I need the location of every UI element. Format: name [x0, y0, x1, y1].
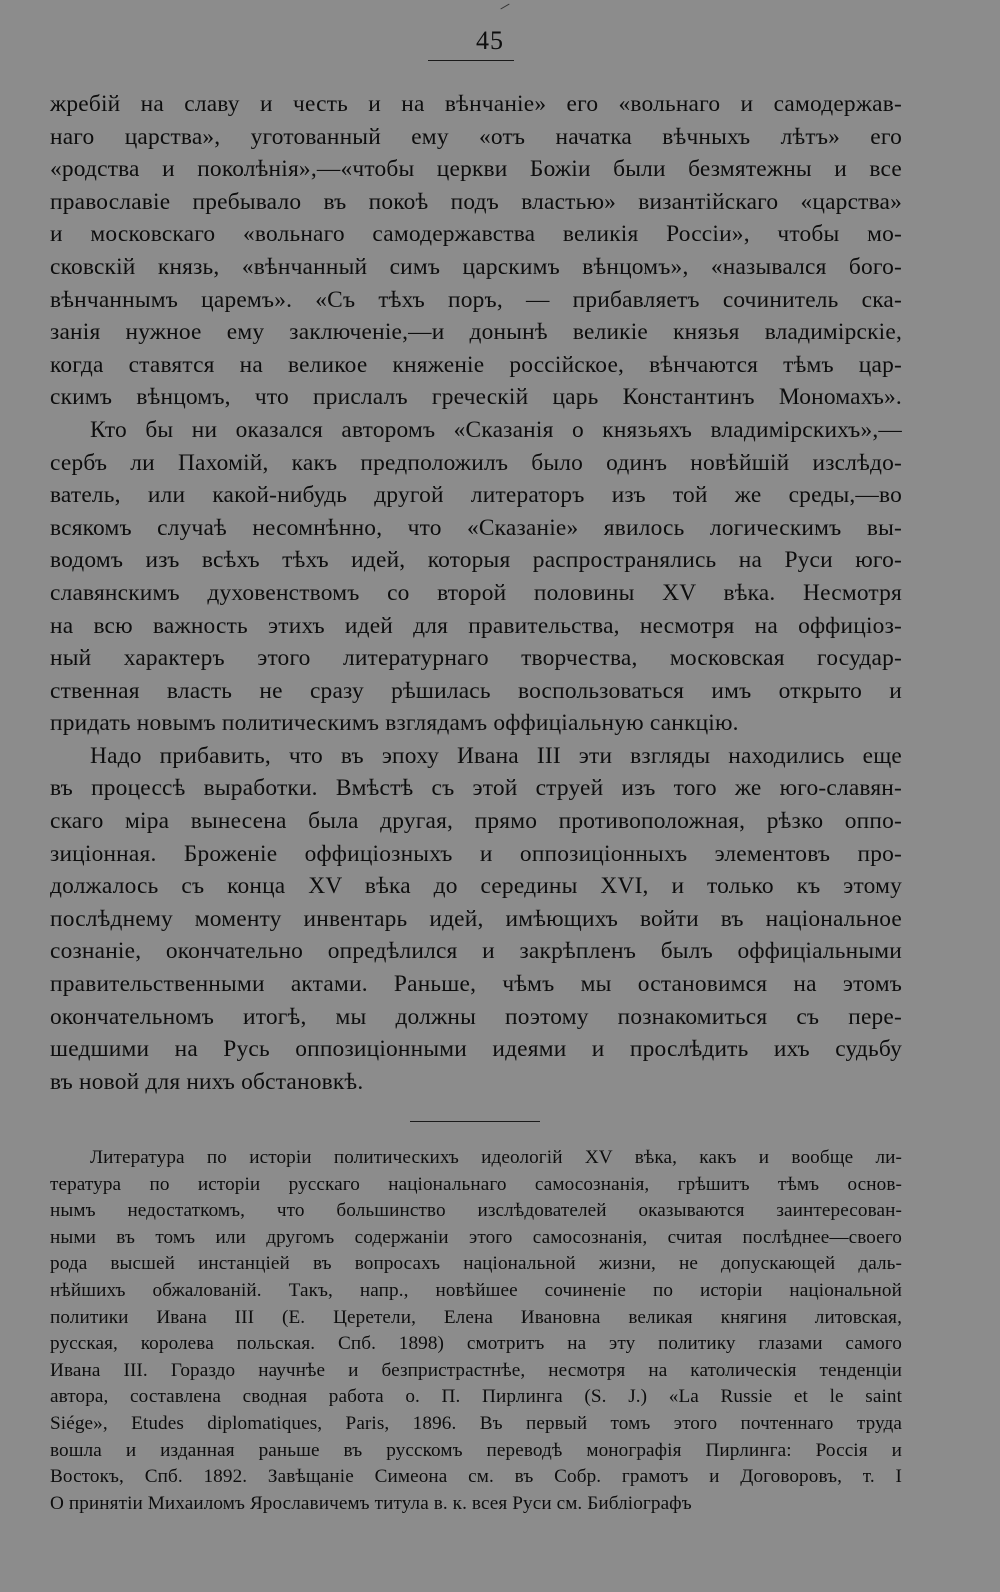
- footnote-line: вошла и изданная раньше въ русскомъ переводѣ монографія Пирлинга: Россія и: [50, 1439, 902, 1461]
- text-line: жребій на славу и честь и на вѣнчаніе» его «вольнаго и самодержав-: [50, 91, 902, 117]
- pencil-mark: [500, 4, 509, 10]
- body-text: [50, 88, 902, 1098]
- text-line: сковскій князь, «вѣнчанный симъ царскимъ вѣнцомъ», «назывался бого-: [50, 253, 902, 280]
- footnote-line: Siége», Etudes diplomatiques, Paris, 1896. Въ первый томъ этого почтеннаго труда: [50, 1412, 902, 1434]
- text-line: правительственными актами. Раньше, чѣмъ мы остановимся на этомъ: [50, 971, 902, 998]
- footnote: [50, 1145, 902, 1517]
- text-line: и московскаго «вольнаго самодержавства великія Россіи», чтобы мо-: [50, 221, 902, 248]
- footnote-line: нѣйшихъ обжалованій. Такъ, напр., новѣйшее сочиненіе по исторіи національной: [50, 1279, 902, 1301]
- text-line: должалось съ конца XV вѣка до середины XVI, и только къ этому: [50, 873, 902, 900]
- paragraph-2: [50, 414, 902, 740]
- footnote-line: О принятіи Михаиломъ Ярославичемъ титула в. к. всея Руси см. Библіографъ: [50, 1492, 692, 1514]
- footnote-line: Востокъ, Спб. 1892. Завѣщаніе Симеона см. въ Собр. грамотъ и Договоровъ, т. I: [50, 1466, 902, 1488]
- text-line: «родства и поколѣнія»,—«чтобы церкви Божіи были безмятежны и все: [50, 156, 902, 183]
- text-line: придать новымъ политическимъ взглядамъ оффиціальную санкцію.: [50, 710, 739, 737]
- text-line: на всю важность этихъ идей для правительства, несмотря на оффиціоз-: [50, 612, 902, 639]
- text-line: занія нужное ему заключеніе,—и донынѣ великіе князья владимірскіе,: [50, 319, 902, 346]
- text-line: шедшими на Русь оппозиціонными идеями и прослѣдить ихъ судьбу: [50, 1036, 902, 1063]
- footnote-line: тература по исторіи русскаго національнаго самосознанія, грѣшитъ тѣмъ основ-: [50, 1173, 902, 1195]
- text-line: вѣнчаннымъ царемъ». «Съ тѣхъ поръ, — прибавляетъ сочинитель ска-: [50, 286, 902, 313]
- text-line: сербъ ли Пахомій, какъ предположилъ было одинъ новѣйшій изслѣдо-: [50, 449, 902, 476]
- footnote-line: ными въ томъ или другомъ содержаніи этого самосознанія, считая послѣднее—своего: [50, 1226, 902, 1248]
- text-line: окончательномъ итогѣ, мы должны поэтому познакомиться съ пере-: [50, 1003, 902, 1030]
- footnote-line: нымъ недостаткомъ, что большинство изслѣдователей оказываются заинтересован-: [50, 1200, 902, 1222]
- footnote-line: автора, составлена сводная работа о. П. Пирлинга (S. J.) «La Russie et le saint: [50, 1386, 902, 1408]
- text-line: наго царства», уготованный ему «отъ начатка вѣчныхъ лѣтъ» его: [50, 123, 902, 150]
- text-line: въ процессѣ выработки. Вмѣстѣ съ этой струей изъ того же юго-славян-: [50, 775, 902, 802]
- text-line: Кто бы ни оказался авторомъ «Сказанія о князьяхъ владимірскихъ»,—: [90, 416, 902, 443]
- text-line: водомъ изъ всѣхъ тѣхъ идей, которыя распространялись на Руси юго-: [50, 547, 902, 574]
- text-line: ный характеръ этого литературнаго творчества, московская государ-: [50, 645, 902, 672]
- footnote-line: политики Ивана III (Е. Церетели, Елена Ивановна великая княгиня литовская,: [50, 1306, 902, 1328]
- footnote-line: Литература по исторіи политическихъ идеологій XV вѣка, какъ и вообще ли-: [90, 1147, 902, 1168]
- footnote-separator: [410, 1121, 540, 1122]
- text-line: ватель, или какой-нибудь другой литераторъ изъ той же среды,—во: [50, 482, 902, 509]
- footnote-line: русская, королева польская. Спб. 1898) смотритъ на эту политику глазами самого: [50, 1333, 902, 1355]
- paragraph-1: [50, 88, 902, 414]
- page-number: 45: [476, 26, 504, 55]
- text-line: всякомъ случаѣ несомнѣнно, что «Сказаніе» явилось логическимъ вы-: [50, 514, 902, 541]
- text-line: славянскимъ духовенствомъ со второй половины XV вѣка. Несмотря: [50, 579, 902, 606]
- text-line: православіе пребывало въ покоѣ подъ властью» византійскаго «царства»: [50, 188, 902, 215]
- text-line: сознаніе, окончательно опредѣлился и закрѣпленъ былъ оффиціальными: [50, 938, 902, 965]
- text-line: зиціонная. Броженіе оффиціозныхъ и оппозиціонныхъ элементовъ про-: [50, 840, 902, 867]
- text-line: скимъ вѣнцомъ, что прислалъ греческій царь Константинъ Мономахъ».: [50, 384, 902, 411]
- footnote-line: Ивана III. Гораздо научнѣе и безпристрастнѣе, несмотря на католическія тенденціи: [50, 1359, 902, 1381]
- text-line: ственная власть не сразу рѣшилась воспользоваться имъ открыто и: [50, 677, 902, 704]
- text-line: скаго міра вынесена была другая, прямо противоположная, рѣзко оппо-: [50, 808, 902, 835]
- footnote-line: рода высшей инстанціей въ вопросахъ національной жизни, не допускающей даль-: [50, 1253, 902, 1275]
- text-line: въ новой для нихъ обстановкѣ.: [50, 1068, 364, 1095]
- paragraph-3: [50, 740, 902, 1099]
- text-line: Надо прибавить, что въ эпоху Ивана III эти взгляды находились еще: [90, 742, 902, 769]
- page-number-underline: [428, 60, 514, 61]
- text-line: послѣднему моменту инвентарь идей, имѣющихъ войти въ національное: [50, 905, 902, 932]
- text-line: когда ставятся на великое княженіе россійское, вѣнчаются тѣмъ цар-: [50, 351, 902, 378]
